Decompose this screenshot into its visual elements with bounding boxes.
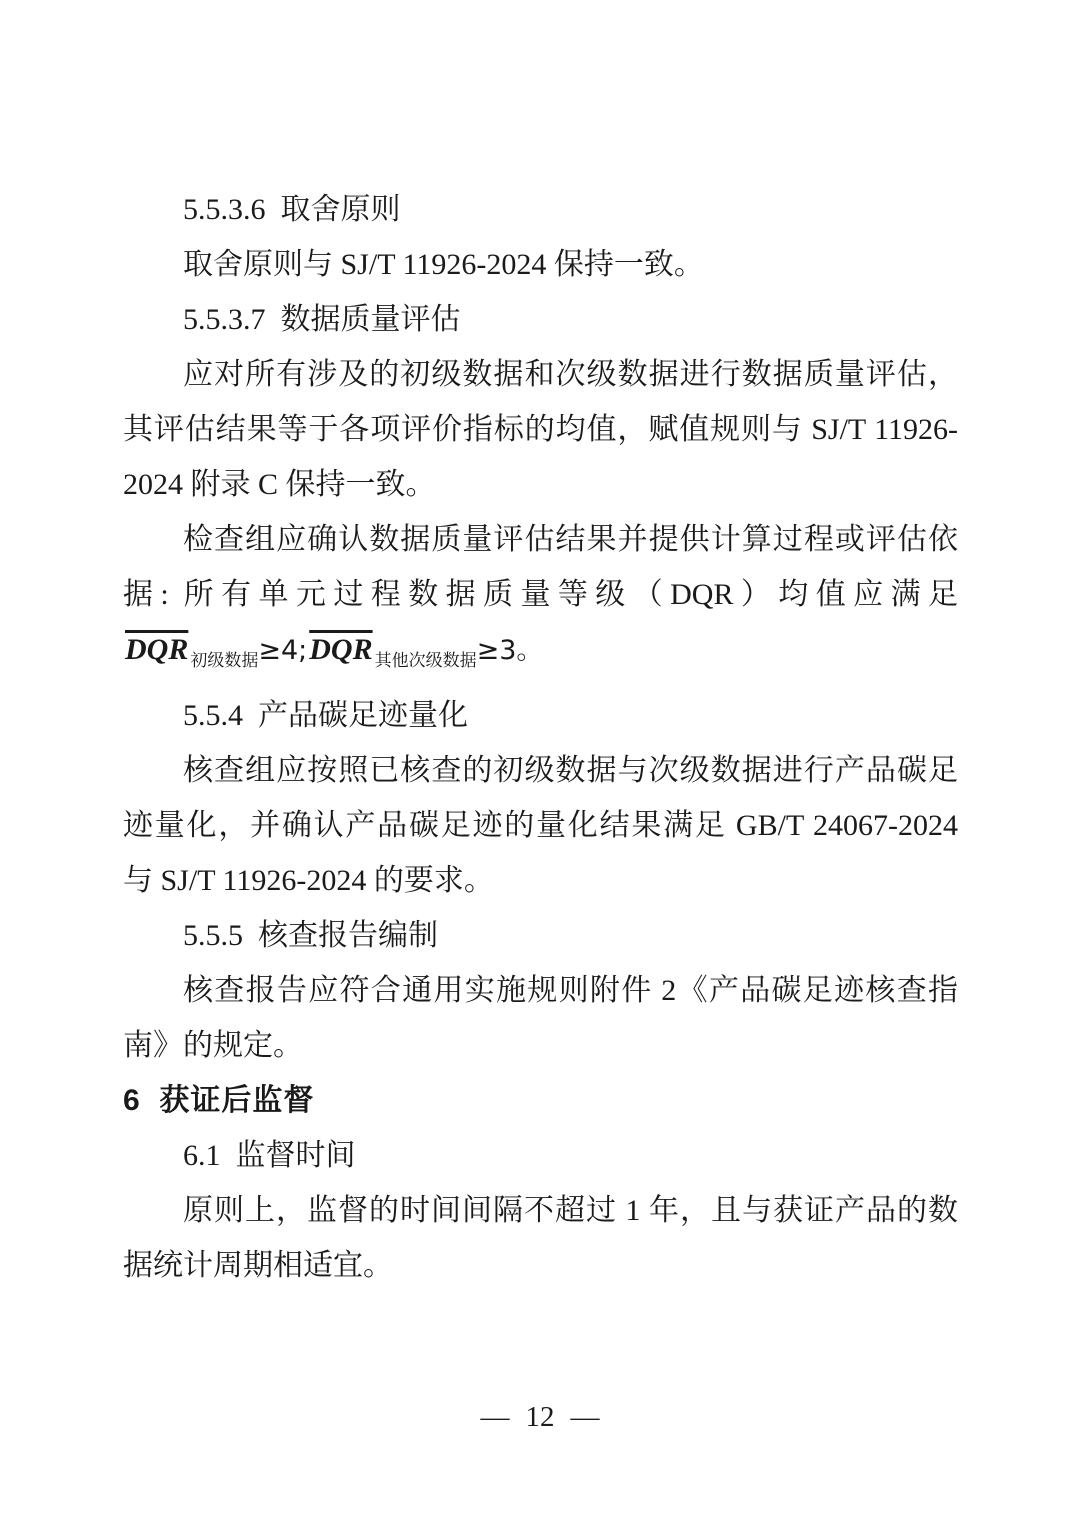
section-heading-5-5-3-6: 5.5.3.6 取舍原则 [183,193,401,226]
page-number: 12 [525,1401,555,1433]
page-footer [0,1390,1080,1445]
paragraph-data-quality-assessment: 应对所有涉及的初级数据和次级数据进行数据质量评估，其评估结果等于各项评价指标的均值，赋值规则与 SJ/T 11926-2024 附录 C 保持一致。 [123,358,958,501]
paragraph-verification-report: 核查报告应符合通用实施规则附件 2《产品碳足迹核查指南》的规定。 [123,974,958,1062]
dqr-formula-secondary-data [307,633,544,670]
dqr-lead-text: 检查组应确认数据质量评估结果并提供计算过程或评估依据: 所有单元过程数据质量等级（DQR）均值应满足 [123,523,958,611]
section-heading-5-5-3-7: 5.5.3.7 数据质量评估 [183,303,461,336]
paragraph-truncation-rule: 取舍原则与 SJ/T 11926-2024 保持一致。 [183,248,704,281]
dqr-overline-symbol: $\overline{DQR}$ [125,633,189,666]
dqr-relation-secondary: ≥3。 [476,635,544,666]
section-heading-5-5-4: 5.5.4 产品碳足迹量化 [183,699,468,732]
chapter-heading-6: 6 获证后监督 [123,1084,315,1117]
dqr-subscript-secondary: 其他次级数据 [374,651,477,670]
footer-dash-right: — [570,1401,600,1433]
dqr-formula-primary-data [123,633,308,670]
paragraph-supervision-interval: 原则上，监督的时间间隔不超过 1 年，且与获证产品的数据统计周期相适宜。 [123,1194,958,1282]
dqr-relation-primary: ≥4; [258,635,308,666]
section-heading-5-5-5: 5.5.5 核查报告编制 [183,919,438,952]
paragraph-dqr-requirement [123,512,958,688]
dqr-subscript-primary: 初级数据 [190,651,259,670]
footer-dash-left: — [480,1401,510,1433]
paragraph-carbon-footprint-quantification: 核查组应按照已核查的初级数据与次级数据进行产品碳足迹量化，并确认产品碳足迹的量化结果满足 GB/T 24067-2024 与 SJ/T 11926-2024 的要求。 [123,754,958,897]
dqr-overline-symbol: $\overline{DQR}$ [309,633,373,666]
document-body [123,182,958,1293]
section-heading-6-1: 6.1 监督时间 [183,1139,356,1172]
